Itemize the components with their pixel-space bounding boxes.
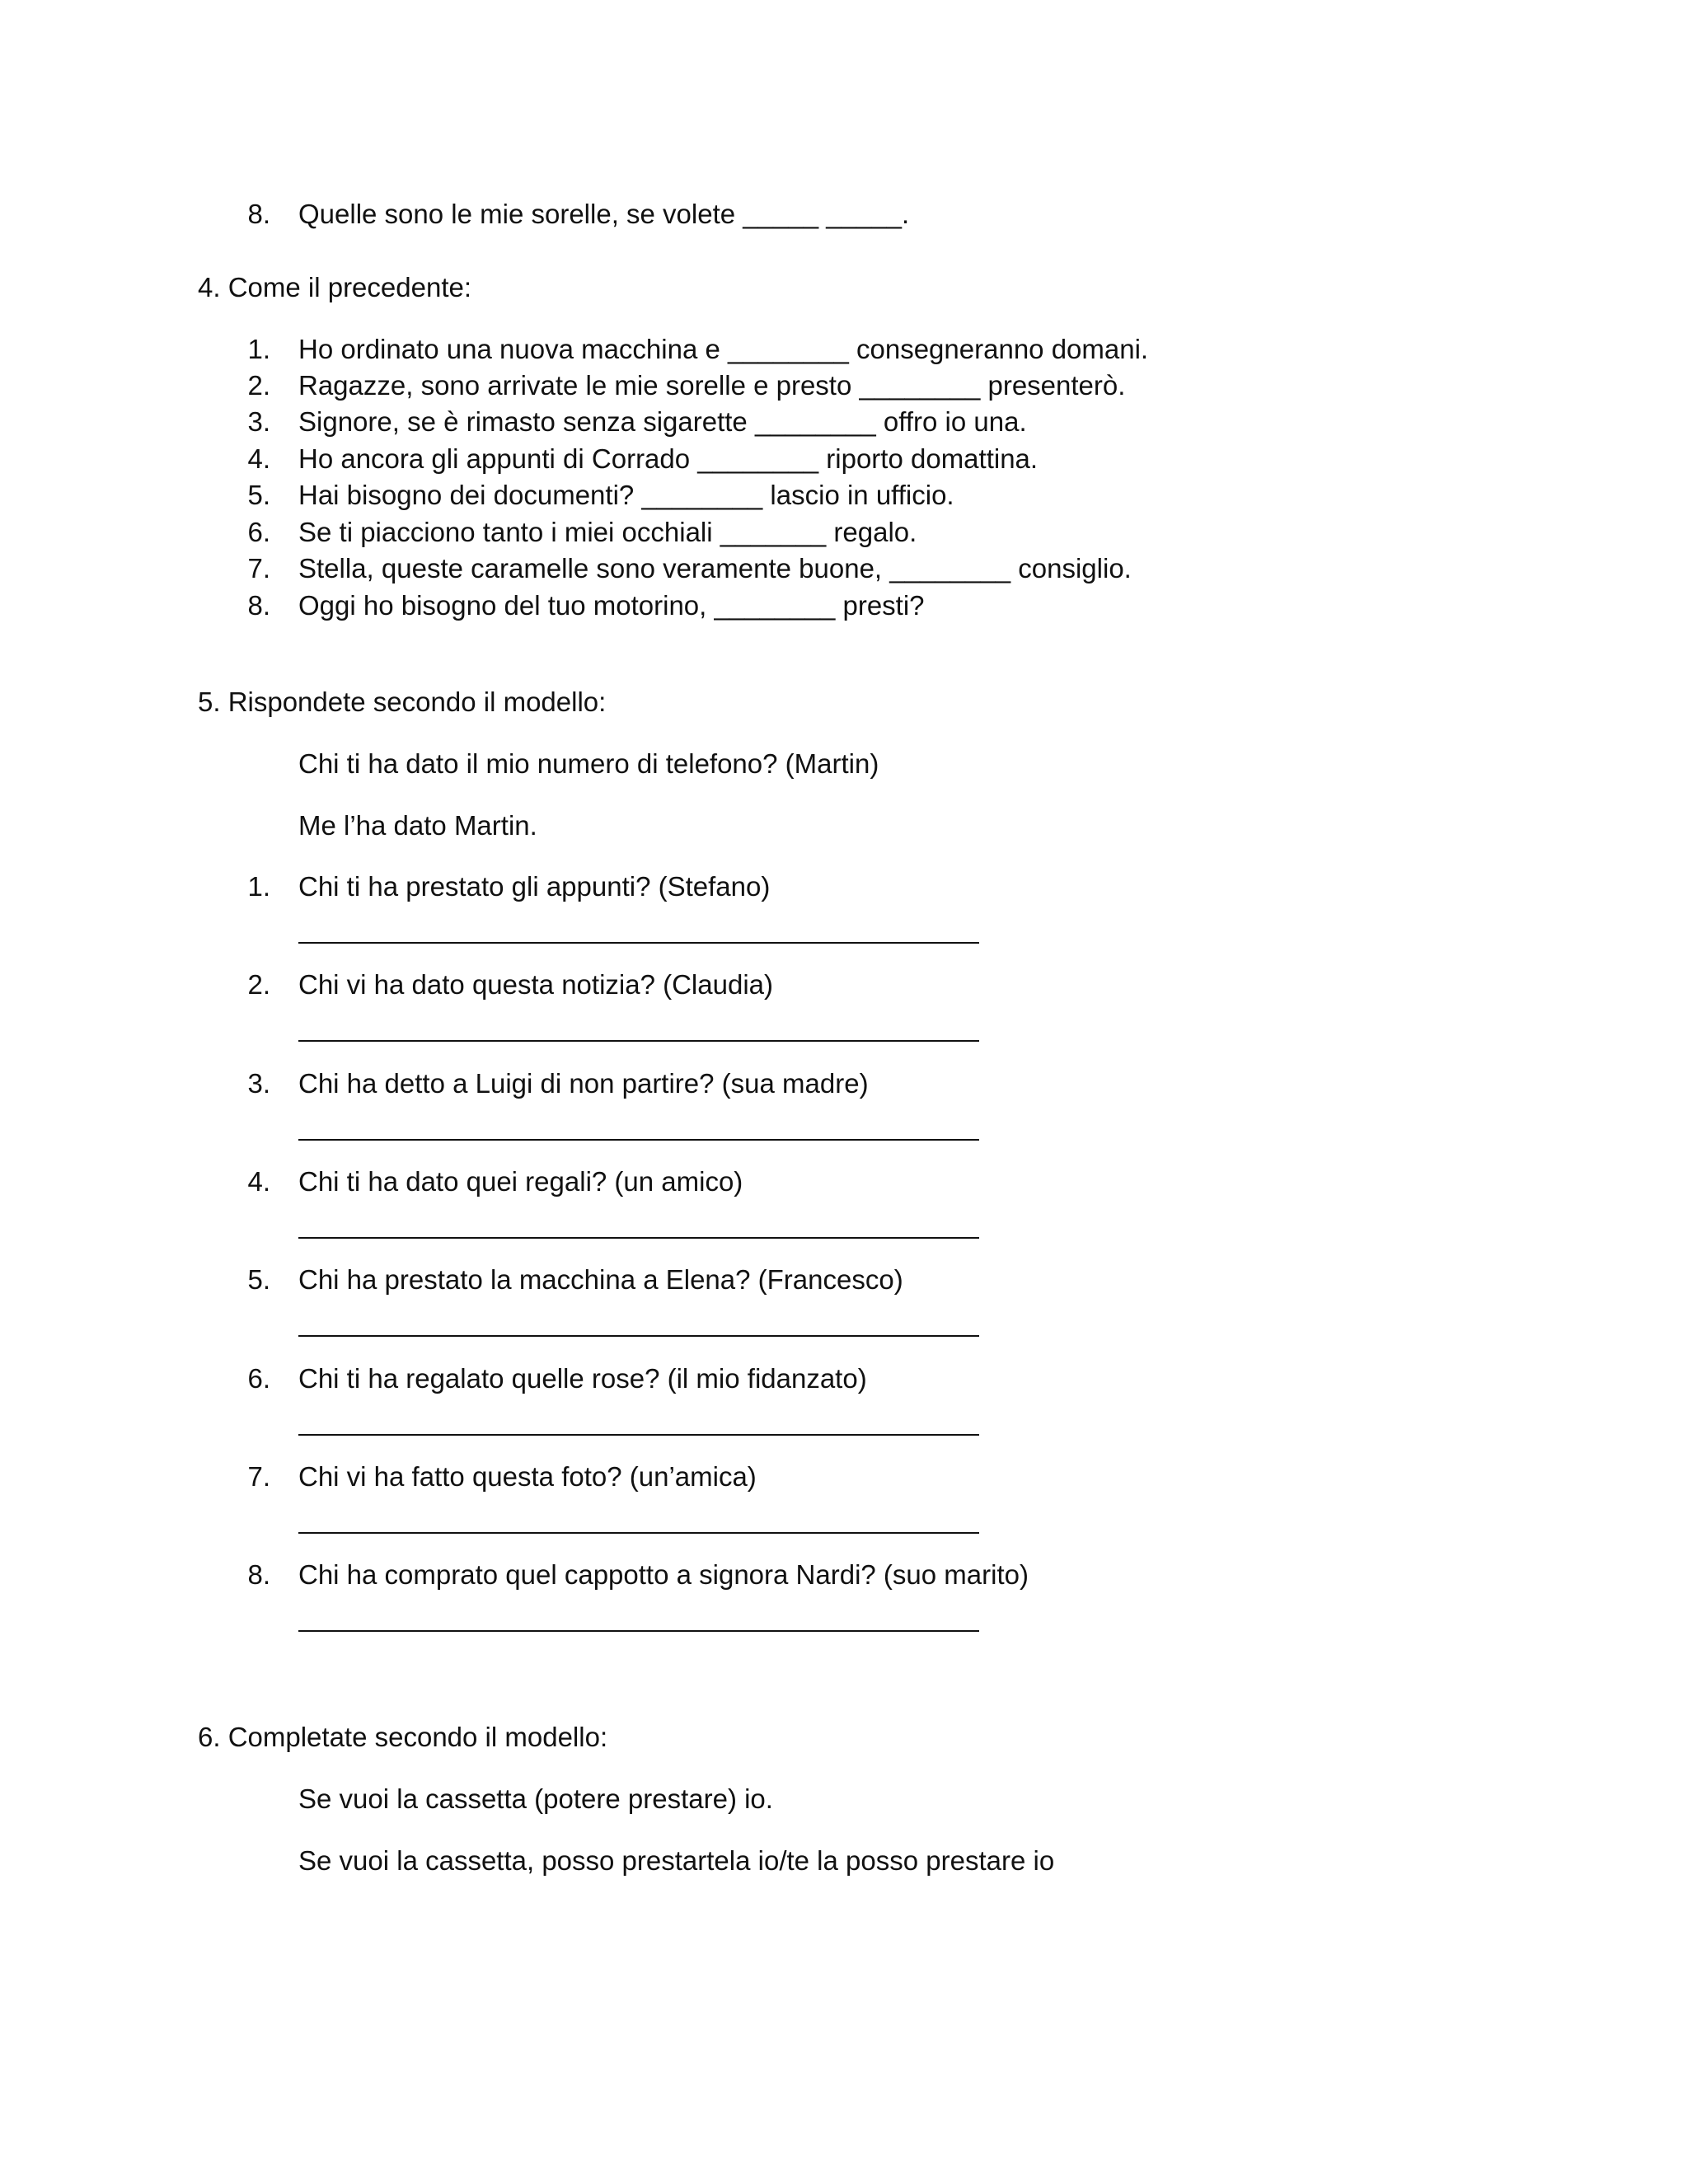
ex4-item-text: Ho ancora gli appunti di Corrado ________ riporto domattina. xyxy=(298,443,1039,474)
ex5-item-text: Chi ha prestato la macchina a Elena? (Francesco) xyxy=(298,1264,903,1295)
ex5-item-number: 7. xyxy=(247,1461,270,1492)
ex4-item-text: Signore, se è rimasto senza sigarette ________ offro io una. xyxy=(298,406,1027,437)
ex5-item-text: Chi ti ha dato quei regali? (un amico) xyxy=(298,1166,743,1197)
ex4-item-text: Ragazze, sono arrivate le mie sorelle e presto ________ presenterò. xyxy=(298,370,1126,401)
exercise-6-heading: 6. Completate secondo il modello: xyxy=(198,1722,608,1752)
exercise-5-heading: 5. Rispondete secondo il modello: xyxy=(198,687,607,717)
answer-line[interactable] xyxy=(298,1630,979,1632)
answer-line[interactable] xyxy=(298,1237,979,1239)
ex5-item-text: Chi ha detto a Luigi di non partire? (sua madre) xyxy=(298,1068,869,1099)
answer-line[interactable] xyxy=(298,1434,979,1436)
ex5-item-number: 8. xyxy=(247,1559,270,1590)
answer-line[interactable] xyxy=(298,1532,979,1534)
ex5-model-question: Chi ti ha dato il mio numero di telefono? (Martin) xyxy=(298,748,879,779)
answer-line[interactable] xyxy=(298,1335,979,1337)
ex5-item-number: 6. xyxy=(247,1363,270,1394)
item-number: 8. xyxy=(247,199,270,229)
ex4-item-number: 7. xyxy=(247,553,270,583)
ex4-item-text: Stella, queste caramelle sono veramente buone, ________ consiglio. xyxy=(298,553,1132,583)
ex5-item-text: Chi vi ha dato questa notizia? (Claudia) xyxy=(298,969,774,1000)
ex5-model-answer: Me l’ha dato Martin. xyxy=(298,810,537,841)
ex5-item-number: 3. xyxy=(247,1068,270,1099)
ex5-item-text: Chi ti ha prestato gli appunti? (Stefano) xyxy=(298,871,771,902)
answer-line[interactable] xyxy=(298,942,979,944)
ex5-item-number: 4. xyxy=(247,1166,270,1197)
exercise-4-heading: 4. Come il precedente: xyxy=(198,272,472,302)
ex5-item-text: Chi vi ha fatto questa foto? (un’amica) xyxy=(298,1461,757,1492)
ex5-item-number: 5. xyxy=(247,1264,270,1295)
ex4-item-text: Hai bisogno dei documenti? ________ lascio in ufficio. xyxy=(298,480,954,510)
ex5-item-text: Chi ha comprato quel cappotto a signora Nardi? (suo marito) xyxy=(298,1559,1029,1590)
ex6-model-answer: Se vuoi la cassetta, posso prestartela io/te la posso prestare io xyxy=(298,1845,1055,1876)
ex4-item-number: 3. xyxy=(247,406,270,437)
ex5-item-number: 1. xyxy=(247,871,270,902)
ex4-item-number: 1. xyxy=(247,334,270,364)
answer-line[interactable] xyxy=(298,1040,979,1042)
ex4-item-text: Ho ordinato una nuova macchina e ________ consegneranno domani. xyxy=(298,334,1149,364)
ex5-item-number: 2. xyxy=(247,969,270,1000)
ex4-item-text: Oggi ho bisogno del tuo motorino, ________ presti? xyxy=(298,590,925,621)
ex6-model-question: Se vuoi la cassetta (potere prestare) io. xyxy=(298,1783,773,1814)
item-text: Quelle sono le mie sorelle, se volete _____ _____. xyxy=(298,199,910,229)
ex4-item-text: Se ti piacciono tanto i miei occhiali _______ regalo. xyxy=(298,517,917,547)
ex4-item-number: 5. xyxy=(247,480,270,510)
ex4-item-number: 2. xyxy=(247,370,270,401)
ex4-item-number: 8. xyxy=(247,590,270,621)
answer-line[interactable] xyxy=(298,1139,979,1141)
ex5-item-text: Chi ti ha regalato quelle rose? (il mio fidanzato) xyxy=(298,1363,867,1394)
ex4-item-number: 6. xyxy=(247,517,270,547)
ex4-item-number: 4. xyxy=(247,443,270,474)
